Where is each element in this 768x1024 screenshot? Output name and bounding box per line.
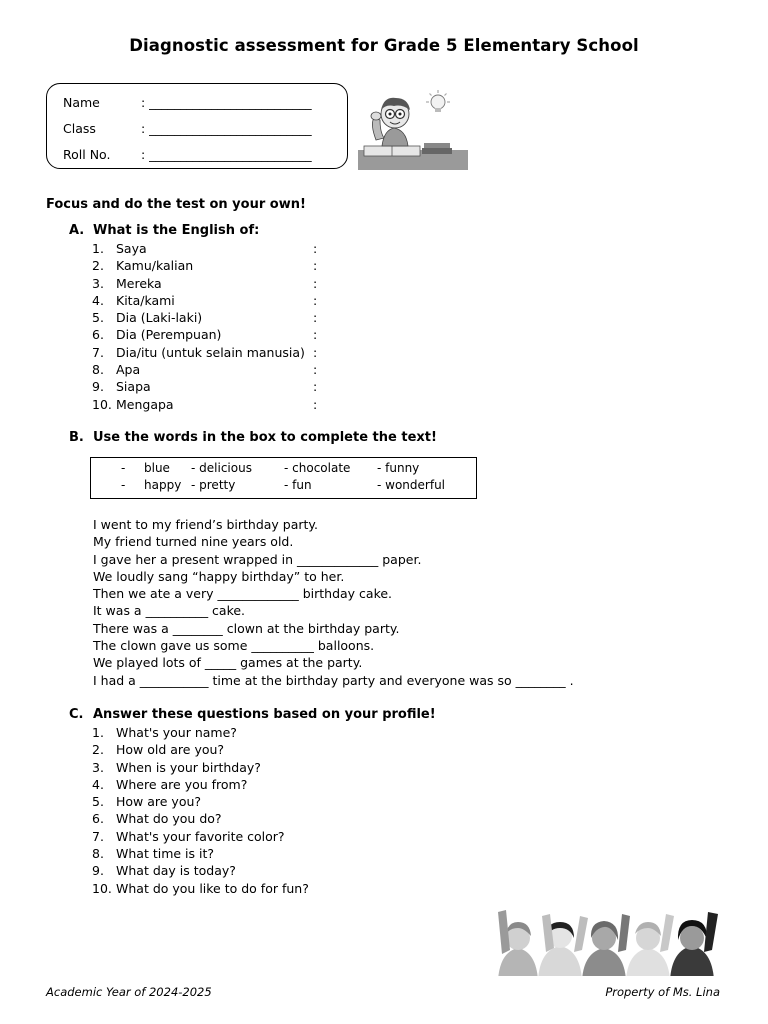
academic-year-footer: Academic Year of 2024-2025	[46, 985, 212, 999]
word-delicious: - delicious	[191, 461, 252, 475]
list-item	[92, 361, 318, 378]
item-text: Kamu/kalian	[116, 258, 194, 274]
section-a-letter: A.	[69, 223, 85, 238]
list-item	[92, 828, 309, 845]
passage-line: My friend turned nine years old.	[93, 534, 294, 550]
item-text: Where are you from?	[116, 776, 248, 792]
class-field[interactable]	[63, 121, 312, 136]
item-number: 2.	[92, 742, 104, 758]
list-item	[92, 862, 309, 879]
list-item	[92, 759, 309, 776]
list-item	[92, 793, 309, 810]
item-number: 10.	[92, 880, 112, 896]
list-item	[92, 880, 309, 897]
section-c-list	[92, 724, 309, 897]
class-blank[interactable]: : __________________________	[141, 121, 312, 136]
item-number: 10.	[92, 396, 112, 412]
list-item	[92, 378, 318, 395]
roll-no-field[interactable]	[63, 147, 312, 162]
list-item	[92, 810, 309, 827]
item-number: 6.	[92, 811, 104, 827]
list-item	[92, 240, 318, 257]
list-item	[92, 776, 309, 793]
item-text: How old are you?	[116, 742, 225, 758]
list-item	[92, 724, 309, 741]
section-b-letter: B.	[69, 430, 84, 445]
item-number: 3.	[92, 759, 104, 775]
item-number: 7.	[92, 828, 104, 844]
item-number: 4.	[92, 776, 104, 792]
answer-colon: :	[313, 327, 318, 343]
item-text: What's your favorite color?	[116, 828, 285, 844]
item-text: How are you?	[116, 794, 202, 810]
word-bullet: -	[121, 478, 126, 492]
word-fun: - fun	[284, 478, 312, 492]
item-number: 1.	[92, 725, 104, 740]
answer-colon: :	[313, 258, 318, 274]
page-title: Diagnostic assessment for Grade 5 Elementary School	[129, 36, 639, 55]
answer-colon: :	[313, 241, 318, 256]
answer-colon: :	[313, 310, 318, 326]
item-number: 5.	[92, 310, 104, 326]
item-number: 4.	[92, 292, 104, 308]
student-with-idea-illustration	[358, 88, 468, 172]
roll-no-label: Roll No.	[63, 147, 111, 162]
answer-colon: :	[313, 379, 318, 395]
list-item	[92, 309, 318, 326]
passage-line: I gave her a present wrapped in _____________ paper.	[93, 551, 422, 567]
class-label: Class	[63, 121, 96, 136]
item-text: Dia (Laki-laki)	[116, 310, 203, 326]
section-b-heading	[69, 430, 437, 445]
item-number: 9.	[92, 863, 104, 879]
section-c-letter: C.	[69, 707, 84, 722]
section-b-title: Use the words in the box to complete the text!	[93, 430, 437, 445]
item-number: 1.	[92, 241, 104, 256]
item-number: 9.	[92, 379, 104, 395]
item-number: 8.	[92, 362, 104, 378]
word-pretty: - pretty	[191, 478, 236, 492]
item-text: What do you do?	[116, 811, 222, 827]
list-item	[92, 396, 318, 413]
answer-colon: :	[313, 396, 318, 412]
item-text: When is your birthday?	[116, 759, 261, 775]
list-item	[92, 275, 318, 292]
item-text: Siapa	[116, 379, 151, 395]
passage-line: There was a ________ clown at the birthday party.	[93, 620, 400, 636]
list-item	[92, 292, 318, 309]
item-number: 2.	[92, 258, 104, 274]
name-field[interactable]	[63, 95, 312, 110]
list-item	[92, 741, 309, 758]
passage-line: It was a __________ cake.	[93, 603, 246, 619]
item-text: What day is today?	[116, 863, 236, 879]
section-c-title: Answer these questions based on your profile!	[93, 707, 436, 722]
passage-line: I went to my friend’s birthday party.	[93, 517, 319, 532]
item-text: Kita/kami	[116, 292, 175, 308]
passage-line: I had a ___________ time at the birthday party and everyone was so ________ .	[93, 672, 574, 688]
section-a-heading	[69, 223, 259, 238]
word-wonderful: - wonderful	[377, 478, 446, 492]
word-bank-box	[90, 457, 477, 499]
list-item	[92, 326, 318, 343]
list-item	[92, 257, 318, 274]
item-number: 6.	[92, 327, 104, 343]
item-number: 3.	[92, 275, 104, 291]
answer-colon: :	[313, 292, 318, 308]
answer-colon: :	[313, 362, 318, 378]
item-text: Dia (Perempuan)	[116, 327, 222, 343]
item-number: 7.	[92, 344, 104, 360]
property-footer: Property of Ms. Lina	[605, 985, 720, 999]
answer-colon: :	[313, 275, 318, 291]
item-text: Mereka	[116, 275, 162, 291]
cheering-children-illustration	[494, 904, 722, 980]
item-text: What do you like to do for fun?	[116, 880, 309, 896]
passage-line: We loudly sang “happy birthday” to her.	[93, 568, 345, 584]
name-blank[interactable]: : __________________________	[141, 95, 312, 110]
section-c-heading	[69, 707, 436, 722]
item-text: Dia/itu (untuk selain manusia)	[116, 344, 305, 360]
student-info-box	[46, 83, 348, 169]
instruction-text: Focus and do the test on your own!	[46, 197, 306, 212]
section-a-title: What is the English of:	[93, 223, 260, 238]
list-item	[92, 845, 309, 862]
item-text: What time is it?	[116, 846, 214, 862]
answer-colon: :	[313, 344, 318, 360]
passage-line: The clown gave us some __________ balloons.	[93, 638, 375, 654]
list-item	[92, 344, 318, 361]
name-label: Name	[63, 95, 100, 110]
word-blue: blue	[144, 461, 170, 475]
item-text: Saya	[116, 241, 147, 256]
word-happy: happy	[144, 478, 182, 492]
item-text: What's your name?	[116, 725, 237, 740]
roll-no-blank[interactable]: : __________________________	[141, 147, 312, 162]
word-funny: - funny	[377, 461, 420, 475]
passage-line: We played lots of _____ games at the party.	[93, 655, 363, 671]
section-a-list	[92, 240, 318, 413]
fill-in-passage	[93, 516, 574, 689]
item-number: 8.	[92, 846, 104, 862]
word-bullet: -	[121, 461, 126, 475]
item-text: Apa	[116, 362, 141, 378]
word-chocolate: - chocolate	[284, 461, 351, 475]
item-text: Mengapa	[116, 396, 174, 412]
item-number: 5.	[92, 794, 104, 810]
passage-line: Then we ate a very _____________ birthday cake.	[93, 586, 393, 602]
